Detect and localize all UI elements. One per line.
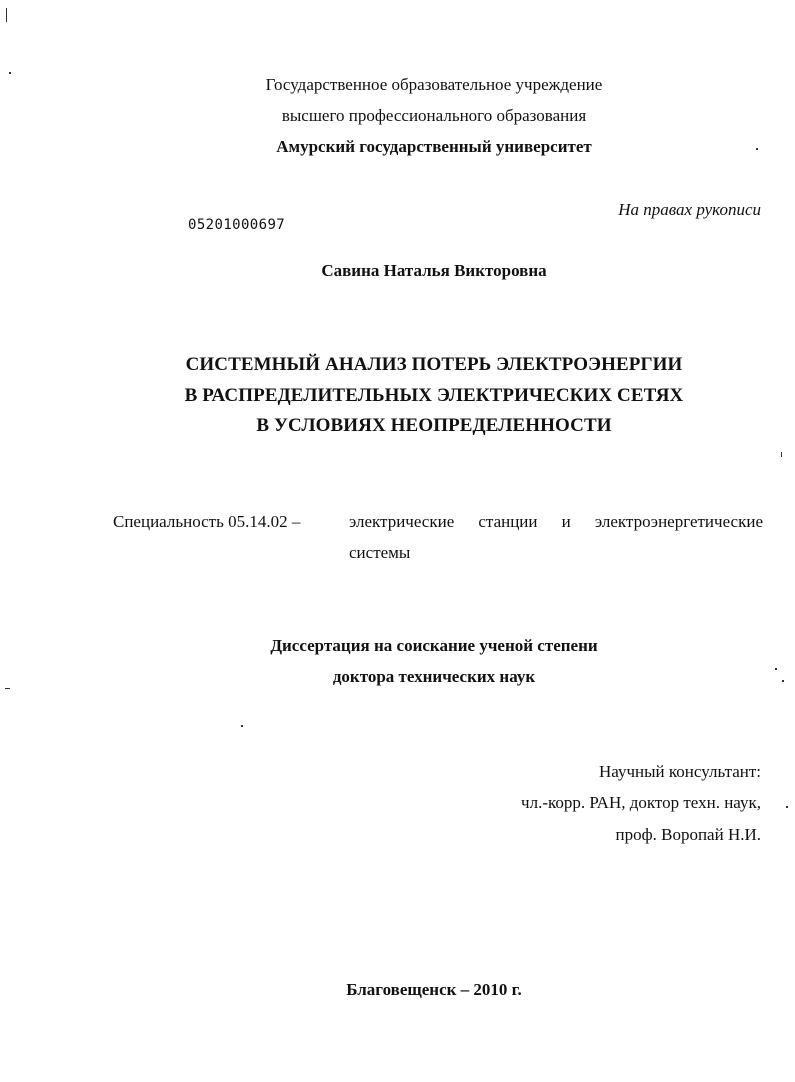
city-year: Благовещенск – 2010 г. — [346, 980, 522, 999]
specialty-description-line-2: системы — [349, 543, 411, 562]
scan-speck — [781, 452, 782, 457]
manuscript-note: На правах рукописи — [618, 200, 761, 219]
scan-speck — [9, 72, 11, 74]
dissertation-title-line-1: СИСТЕМНЫЙ АНАЛИЗ ПОТЕРЬ ЭЛЕКТРОЭНЕРГИИ — [185, 354, 683, 375]
institution-line-1: Государственное образовательное учреждение — [265, 75, 603, 94]
specialty-label: Специальность 05.14.02 – — [113, 512, 301, 531]
consultant-credentials: чл.-корр. РАН, доктор техн. наук, — [521, 793, 761, 812]
registration-number: 05201000697 — [188, 217, 286, 233]
university-name: Амурский государственный университет — [276, 137, 592, 156]
consultant-label: Научный консультант: — [599, 762, 761, 781]
scan-speck — [786, 806, 788, 808]
institution-line-2: высшего профессионального образования — [281, 106, 587, 125]
scan-speck — [241, 725, 243, 727]
dissertation-title-line-3: В УСЛОВИЯХ НЕОПРЕДЕЛЕННОСТИ — [256, 415, 612, 436]
author-name: Савина Наталья Викторовна — [321, 261, 547, 280]
dissertation-title-line-2: В РАСПРЕДЕЛИТЕЛЬНЫХ ЭЛЕКТРИЧЕСКИХ СЕТЯХ — [184, 385, 684, 406]
scan-speck — [5, 688, 10, 689]
degree-line-2: доктора технических наук — [332, 667, 536, 686]
specialty-description — [349, 506, 763, 568]
specialty-description-line-1: электрические станции и электроэнергетические — [349, 512, 763, 531]
degree-line-1: Диссертация на соискание ученой степени — [270, 636, 598, 655]
consultant-name: проф. Воропай Н.И. — [615, 825, 761, 844]
scan-speck — [6, 8, 7, 22]
